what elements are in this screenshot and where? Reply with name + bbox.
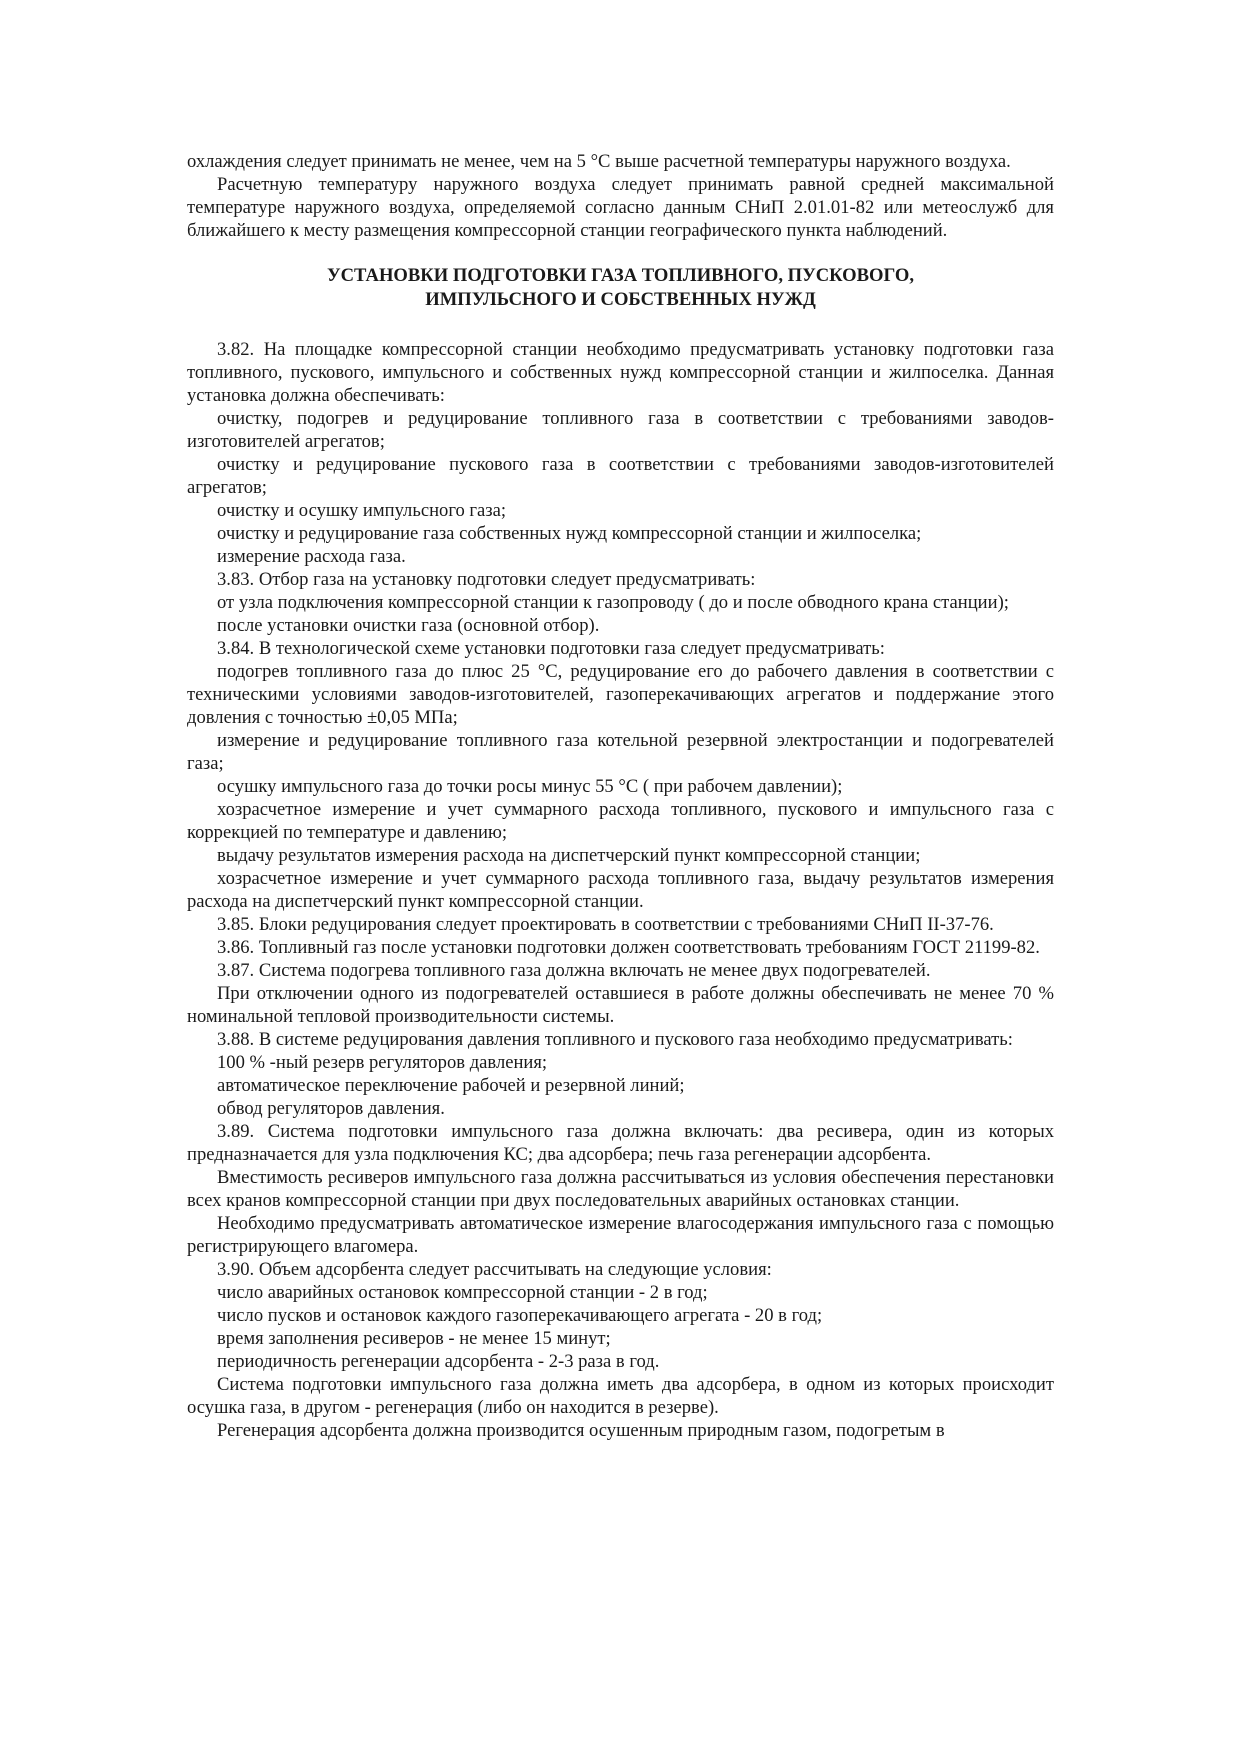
paragraph: время заполнения ресиверов - не менее 15 минут; <box>217 1328 611 1349</box>
paragraph: автоматическое переключение рабочей и резервной линий; <box>217 1075 685 1096</box>
paragraph: выдачу результатов измерения расхода на диспетчерский пункт компрессорной станции; <box>217 845 921 866</box>
paragraph: 3.83. Отбор газа на установку подготовки следует предусматривать: <box>217 569 756 590</box>
paragraph: измерение и редуцирование топливного газа котельной резервной электростанции и подогревателей газа; <box>187 730 1054 774</box>
intro-paragraph-2: Расчетную температуру наружного воздуха следует принимать равной средней максимальной температуре наружного воздуха, определяемой согласно данным СНиП 2.01.01-82 или метеослужб для ближайшего к месту размещения компрессорной станции географического пункта наблюдений. <box>187 174 1054 241</box>
paragraph: от узла подключения компрессорной станции к газопроводу ( до и после обводного крана станции); <box>217 592 1009 613</box>
paragraph: подогрев топливного газа до плюс 25 °С, редуцирование его до рабочего давления в соответствии с техническими условиями заводов-изготовителей, газоперекачивающих агрегатов и поддержание этого довления с точностью ±0,05 МПа; <box>187 661 1054 728</box>
paragraph: 3.85. Блоки редуцирования следует проектировать в соответствии с требованиями СНиП II-37-76. <box>217 914 994 935</box>
paragraph: 3.89. Система подготовки импульсного газа должна включать: два ресивера, один из которых предназначается для узла подключения КС; два адсорбера; печь газа регенерации адсорбента. <box>187 1121 1054 1165</box>
paragraph: периодичность регенерации адсорбента - 2-3 раза в год. <box>217 1351 660 1372</box>
paragraph: Система подготовки импульсного газа должна иметь два адсорбера, в одном из которых происходит осушка газа, в другом - регенерация (либо он находится в резерве). <box>187 1374 1054 1418</box>
section-heading-line-1: УСТАНОВКИ ПОДГОТОВКИ ГАЗА ТОПЛИВНОГО, ПУСКОВОГО, <box>326 265 914 286</box>
paragraph: хозрасчетное измерение и учет суммарного расхода топливного газа, выдачу результатов измерения расхода на диспетчерский пункт компрессорной станции. <box>187 868 1054 912</box>
paragraph: очистку, подогрев и редуцирование топливного газа в соответствии с требованиями заводов-изготовителей агрегатов; <box>187 408 1054 452</box>
section-heading <box>187 264 1054 312</box>
paragraph: 3.84. В технологической схеме установки подготовки газа следует предусматривать: <box>217 638 885 659</box>
paragraph: 3.88. В системе редуцирования давления топливного и пускового газа необходимо предусматривать: <box>217 1029 1013 1050</box>
intro-paragraph-1: охлаждения следует принимать не менее, чем на 5 °С выше расчетной температуры наружного воздуха. <box>187 151 1011 172</box>
paragraph: Необходимо предусматривать автоматическое измерение влагосодержания импульсного газа с помощью регистрирующего влагомера. <box>187 1213 1054 1257</box>
paragraph: обвод регуляторов давления. <box>217 1098 445 1119</box>
paragraph: очистку и редуцирование пускового газа в соответствии с требованиями заводов-изготовителей агрегатов; <box>187 454 1054 498</box>
paragraph: 3.82. На площадке компрессорной станции необходимо предусматривать установку подготовки газа топливного, пускового, импульсного и собственных нужд компрессорной станции и жилпоселка. Данная установка должна обеспечивать: <box>187 339 1054 406</box>
paragraph: 3.90. Объем адсорбента следует рассчитывать на следующие условия: <box>217 1259 772 1280</box>
paragraph: 100 % -ный резерв регуляторов давления; <box>217 1052 548 1073</box>
paragraph: При отключении одного из подогревателей оставшиеся в работе должны обеспечивать не менее 70 % номинальной тепловой производительности системы. <box>187 983 1054 1027</box>
paragraph: число пусков и остановок каждого газоперекачивающего агрегата - 20 в год; <box>217 1305 823 1326</box>
paragraph: измерение расхода газа. <box>217 546 406 567</box>
section-heading-line-2: ИМПУЛЬСНОГО И СОБСТВЕННЫХ НУЖД <box>425 289 816 310</box>
paragraph: очистку и редуцирование газа собственных нужд компрессорной станции и жилпоселка; <box>217 523 922 544</box>
paragraph: Регенерация адсорбента должна производится осушенным природным газом, подогретым в <box>217 1420 945 1441</box>
paragraph: 3.87. Система подогрева топливного газа должна включать не менее двух подогревателей. <box>217 960 931 981</box>
section-body <box>187 338 1054 1442</box>
paragraph: число аварийных остановок компрессорной станции - 2 в год; <box>217 1282 708 1303</box>
paragraph: хозрасчетное измерение и учет суммарного расхода топливного, пускового и импульсного газа с коррекцией по температуре и давлению; <box>187 799 1054 843</box>
paragraph: очистку и осушку импульсного газа; <box>217 500 507 521</box>
paragraph: Вместимость ресиверов импульсного газа должна рассчитываться из условия обеспечения перестановки всех кранов компрессорной станции при двух последовательных аварийных остановках станции. <box>187 1167 1054 1211</box>
paragraph: осушку импульсного газа до точки росы минус 55 °С ( при рабочем давлении); <box>217 776 843 797</box>
paragraph: после установки очистки газа (основной отбор). <box>217 615 600 636</box>
paragraph: 3.86. Топливный газ после установки подготовки должен соответствовать требованиям ГОСТ 21199-82. <box>217 937 1040 958</box>
document-page <box>187 150 1054 1442</box>
